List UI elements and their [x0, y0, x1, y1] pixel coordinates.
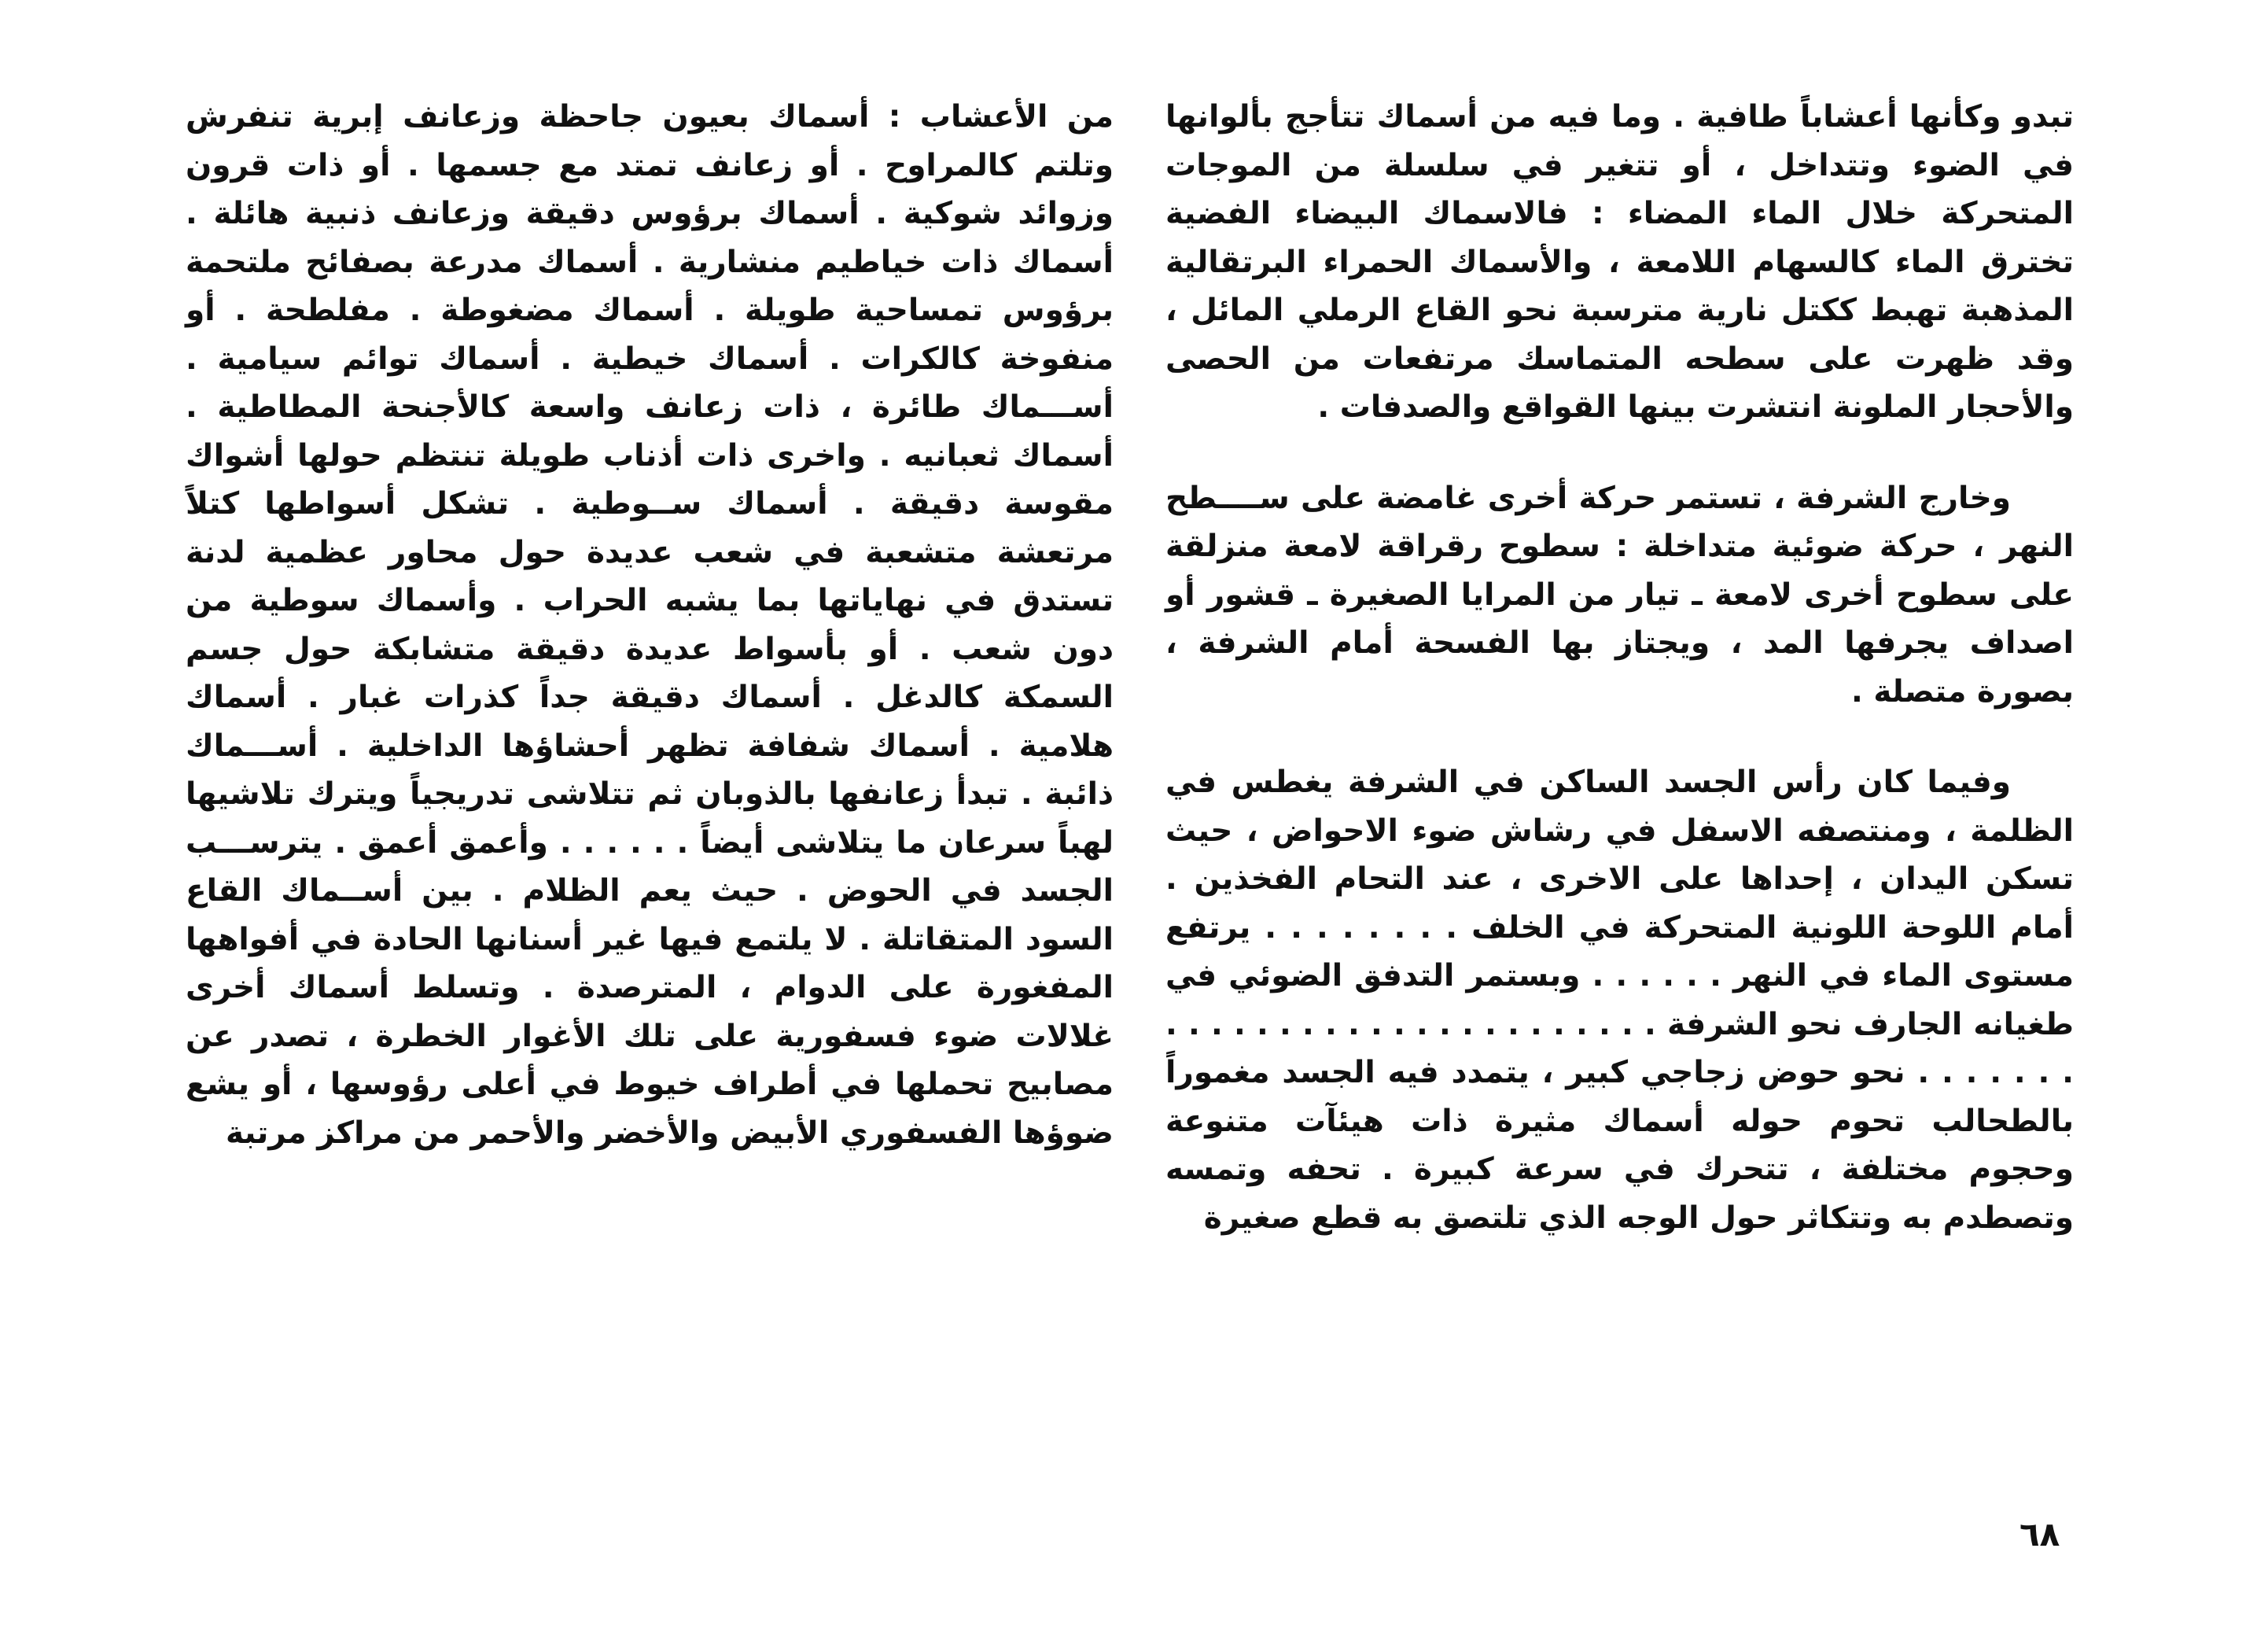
right-page-text	[1165, 93, 2074, 1242]
paragraph: وفيما كان رأس الجسد الساكن في الشرفة يغطس في الظلمة ، ومنتصفه الاسفل في رشاش ضوء الاحواض ، حيث تسكن اليدان ، إحداها على الاخرى ، عند التحام الفخذين . أمام اللوحة اللونية المتحركة في الخلف . . . . . . . . يرتفع مستوى الماء في النهر . . . . . . وبستمر التدفق الضوئي في طغيانه الجارف نحو الشرفة . . . . . . . . . . . . . . . . . . . . . . . . . . . . . نحو حوض زجاجي كبير ، يتمدد فيه الجسد مغموراً بالطحالب تحوم حوله أسماك مثيرة ذات هيئآت متنوعة وحجوم مختلفة ، تتحرك في سرعة كبيرة . تحفه وتمسه وتصطدم به وتتكاثر حول الوجه الذي تلتصق به قطع صغيرة	[1165, 765, 2074, 1236]
paragraph: تبدو وكأنها أعشاباً طافية . وما فيه من أسماك تتأجج بألوانها في الضوء وتتداخل ، أو تتغير في سلسلة من الموجات المتحركة خلال الماء المضاء : فالاسماك البيضاء الفضية تخترق الماء كالسهام اللامعة ، والأسماك الحمراء البرتقالية المذهبة تهبط ككتل نارية مترسبة نحو القاع الرملي المائل ، وقد ظهرت على سطحه المتماسك مرتفعات من الحصى والأحجار الملونة انتشرت بينها القواقع والصدفات .	[1165, 99, 2074, 425]
paragraph: وخارج الشرفة ، تستمر حركة أخرى غامضة على ســــطح النهر ، حركة ضوئية متداخلة : سطوح رقراقة لامعة منزلقة على سطوح أخرى لامعة ـ تيار من المرايا الصغيرة ـ قشور أو اصداف يجرفها المد ، ويجتاز بها الفسحة أمام الشرفة ، بصورة متصلة .	[1165, 480, 2074, 710]
page-number: ٦٨	[2019, 1515, 2060, 1554]
paragraph: من الأعشاب : أسماك بعيون جاحظة وزعانف إبرية تنفرش وتلتم كالمراوح . أو زعانف تمتد مع جسمها . أو ذات قرون وزوائد شوكية . أسماك برؤوس دقيقة وزعانف ذنبية هائلة . أسماك ذات خياطيم منشارية . أسماك مدرعة بصفائح ملتحمة برؤوس تمساحية طويلة . أسماك مضغوطة . مفلطحة . أو منفوخة كالكرات . أسماك خيطية . أسماك توائم سيامية . أســـماك طائرة ، ذات زعانف واسعة كالأجنحة المطاطية . أسماك ثعبانيه . واخرى ذات أذناب طويلة تنتظم حولها أشواك مقوسة دقيقة . أسماك ســوطية . تشكل أسواطها كتلاً مرتعشة متشعبة في شعب عديدة حول محاور عظمية لدنة تستدق في نهاياتها بما يشبه الحراب . وأسماك سوطية من دون شعب . أو بأسواط عديدة دقيقة متشابكة حول جسم السمكة كالدغل . أسماك دقيقة جداً كذرات غبار . أسماك هلامية . أسماك شفافة تظهر أحشاؤها الداخلية . أســـماك ذائبة . تبدأ زعانفها بالذوبان ثم تتلاشى تدريجياً ويترك تلاشيها لهباً سرعان ما يتلاشى أيضاً . . . . . . وأعمق أعمق . يترســـب الجسد في الحوض . حيث يعم الظلام . بين أســماك القاع السود المتقاتلة . لا يلتمع فيها غير أسنانها الحادة في أفواهها المفغورة على الدوام ، المترصدة . وتسلط أسماك أخرى غلالات ضوء فسفورية على تلك الأغوار الخطرة ، تصدر عن مصابيح تحملها في أطراف خيوط في أعلى رؤوسها ، أو يشع ضوؤها الفسفوري الأبيض والأخضر والأحمر من مراكز مرتبة	[186, 99, 1114, 1151]
paragraph-gap	[1165, 716, 2074, 758]
paragraph-gap	[1165, 432, 2074, 474]
left-page-text	[186, 93, 1114, 1157]
